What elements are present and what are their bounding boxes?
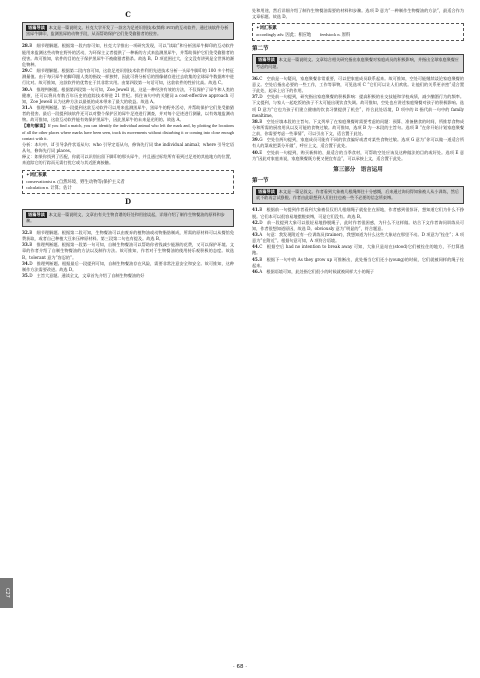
answer-text: C 空前是一句疑问，家庭聚餐非常重要，可以把家庭成员联系起来。故可推知，空处可能继续谈论家庭聚餐的意义。空处后指出必要的一些工作，工作等事物，可见选项 C “它们可以让人们欢欣。让他们的关系更亲密”适合置于此处，起承上启下的作用。	[252, 75, 464, 94]
answer-text: G 空处位两句提到，家庭成员可能有不同的饮食偏好或者对某些食物过敏。选项 G 意为“你可以做一道适合所有人的菜或把菜分开做”，呼应上文，适合置于此处。	[252, 137, 464, 149]
answer-list	[22, 43, 234, 123]
answer-text: B 根据下一句中的 As they grow up 可推断出，此处指当它们还小(young)的时候，它们就被同样的绳子拴起来。	[252, 256, 464, 268]
answer-item	[252, 119, 464, 137]
question-number: 37.	[252, 94, 260, 100]
answer-text: D 推理判断题。根据最后一段提到可知，自制生物餐油存在风险，需要非常注意安全和安全。故可推知，这种制作方法需要改进。故选 D。	[22, 260, 234, 272]
question-number: 42.	[252, 219, 260, 225]
answer-item	[22, 105, 234, 123]
answer-text: B 细节理解题。根据第二段可知，生物餐油可以由废弃的植物油或动物脂肪制成，所需的原材料可以从餐馆免费获取，或者自己种植大豆来压榨原材料。第三段第二句也有提及。故选 B。	[22, 230, 234, 242]
question-number: 33.	[22, 242, 30, 248]
answer-item	[252, 269, 464, 275]
left-column	[22, 8, 234, 279]
answer-text: B 根据前一句提到作者看到大象被仅仅用几根细绳子就拴住在原地，作者感到很惊讶，想知道它们为什么不挣脱。它们本可以很容易地摆脱束缚，可是它们没有。故选 B。	[252, 207, 464, 219]
vocabulary-line: accordingly adv. 因此；相应地 feedstock n. 原料	[256, 32, 351, 38]
question-number: 39.	[252, 137, 260, 143]
answer-item	[252, 232, 464, 244]
answer-list	[22, 230, 234, 279]
answer-item	[252, 8, 464, 20]
vocabulary-box	[252, 23, 464, 41]
answer-item	[252, 207, 464, 219]
vocabulary-title: ✦ 词汇积累	[26, 173, 230, 179]
section-one-heading: 第一节	[252, 177, 269, 184]
reading-guide-d	[22, 209, 234, 227]
question-number: 38.	[252, 118, 260, 124]
reading-guide-cloze	[252, 186, 464, 204]
long-sentence-label: 【难句解读】	[22, 123, 48, 129]
answer-text: A 根据语境可知，此处指它们很小的时候就被同样大小的绳子	[259, 268, 375, 274]
section-two-heading: 第二节	[252, 46, 269, 53]
guide-tag: 语篇导读	[28, 25, 45, 30]
question-number: 40.	[252, 149, 260, 155]
question-number: 45.	[252, 256, 260, 262]
answer-text: E 空处前一句提到，购买新鲜的、最适合的当季食材，可帮助空处应该及这种做法的目的或好处。选项 E 意为“因此对家庭来说，家庭聚餐既方便又便宜有益”，可以承接上文，适合置于此处。	[252, 149, 464, 161]
long-sentence	[22, 123, 234, 141]
answer-item	[252, 76, 464, 94]
question-number: 46.	[252, 268, 260, 274]
answer-text: A 推理判断题。第一段提到这款互动软件可以用来监测黑犀牛，黑犀牛的野外活动，并帮助保护它们免受偷猎者的侵害。最后一段提到该软件还可以对整个保护区的犀牛足迹进行测查，并对每个足迹进行测量，以有效地监测动物。故可推知，这款互动软件能有效保护黑犀牛，因此黑犀牛的未来是光明的。故选 A。	[22, 105, 234, 123]
answer-item	[22, 43, 234, 68]
side-tab: C27	[0, 578, 13, 608]
answer-item	[252, 257, 464, 269]
guide-text: 本文是一篇说明文，文章由有关生物食谱的好处和用途谈起，详细介绍了制作生物餐油的原料和步骤。	[26, 211, 225, 223]
question-number: 30.	[22, 86, 30, 92]
answer-item	[22, 68, 234, 86]
guide-tag: 语篇导读	[258, 57, 275, 63]
answer-text: A 推理判断题。根据第四段第一句可知，Zoe Jewell 说，这是一种经济有效的方法，不仅保护了犀牛和人类的健康，还可以将具有数百年历史的追踪技术带进 21 世纪。抓住该句中的关键词 a cost-effective approach 可知，Zoe Jewell 认为这种方法以最低的成本带来了最大的收益。故选 A。	[22, 86, 234, 104]
translation: 释义：如果你找到了匹配，你就可以识别出留下脚印的那头犀牛，并且通过标绘所有看到过足迹的其他地方的位置，来追踪它的行踪而无需打扰它或与其近距离接触。	[22, 154, 234, 166]
answer-item	[22, 230, 234, 242]
right-column	[252, 8, 464, 275]
part-three-heading: 第三部分 语言运用	[333, 166, 383, 173]
question-number: 41.	[252, 207, 260, 213]
vocabulary-line: calculation n. 计算；估计	[26, 184, 72, 190]
answer-item	[252, 137, 464, 149]
answer-list	[252, 8, 464, 20]
answer-item	[252, 244, 464, 256]
passage-c-heading: C	[125, 10, 131, 19]
answer-text: B 细节理解题。根据第一段内容可知，杜克大学推出一项研究发现，可以“读取”和分析黑犀牛脚印的互动软件能用来监测这些动物在野外的活动，为环保主义者提供了一种新的方式来监测黑犀牛，并帮助保护它们免受偷猎者的侵害。故可推知，软件的目的在于保护黑犀牛不被偷猎者猎杀。故选 B。D 项范围过大，全文没有讲到是全世界的濒危物种。	[22, 43, 234, 67]
answer-text: C 细节理解题。根据第二段内容可知，这款足迹识别技术软件利用先进技术分析一头犀牛脚印的 100 多个特征测量值。由于每只犀牛的脚印跟人类的指纹一样独特，因此可将分析后的图像储存进过去收集的全球犀牛数据库中进行比对。故可推知，这款软件的优势在于其非常实用。由第四段第一句话可知，这款软件的性价比高。故选 C。	[22, 68, 234, 86]
answer-text: B 推理判断题。根据第一段第一句可知，自制生物餐油可以帮助你省钱减少能源的花费，又可以保护环境。文章的作者介绍了自制生物餐油的方法以及制作方法。故可推知，作者对于生物餐油的使用持乐观积极的态度。故选 B。tolerant 意为“容忍的”。	[22, 242, 234, 260]
vocabulary-box	[22, 170, 234, 194]
answer-text: B 空处应填本段的主旨句。下文列举了在家庭聚餐时需要考虑的问题：预算、准备膳食的时间，所推荐食物成分和所需的厨房用具以及可能的食物过敏。故可推知，选项 B 为一本段的主旨句。选项 B “在你开始计划家庭聚餐之前，你需要考虑一些事情”，可以引出下文，适合置于此处。	[252, 118, 464, 137]
question-number: 34.	[22, 260, 30, 266]
answer-item	[252, 94, 464, 119]
question-number: 43.	[252, 232, 260, 237]
vocabulary-title: ✦ 词汇积累	[256, 26, 460, 32]
answer-text: D 前一段提到大象可以很轻易地挣脱绳子，此时作者很困惑，为什么不这样做。结合下文作者询问训练员可知，作者很想知道原因，故选 D。obviously 意为“明显的”，符合题意。	[252, 219, 464, 231]
vocabulary-line: conservationist n. (自然环境、野生动物等)保护主义者	[26, 178, 125, 184]
question-number: 44.	[252, 244, 260, 250]
answer-item	[22, 261, 234, 273]
analysis: 分析：本句中，if 引导条件状语从句；who 引导定语从句，修饰先行词 the individual animal；where 引导定语从句，修饰先行词 places。	[22, 141, 234, 154]
answer-text: D 空处前一句提到，研究指出家庭聚餐的积极影响：提高积极的社交技能和学校成绩，减少酗酒行为的频率。下文提到，与家人一起吃饭的孩子不太可能出现饮食失调。故可推知，空处也应讲述家庭聚餐对孩子的积极影响。选项 D 意为“它也为孩子们建立健康的饮食习惯提供了机会”，符合此处语境，D 项中的 it 指代前一句中的 family mealtime。	[252, 94, 464, 118]
guide-tag: 语篇导读	[28, 211, 45, 217]
answer-text: 处和用途，然后详细介绍了制作生物餐油需要的材料和步骤。选项 D 意为“一种制作生物餐油的方法”，最适合作为文章标题。故选 D。	[252, 8, 464, 20]
answer-text: C 根据空后 had no intention to break away 可知，大象只是站在(stood)它们被拴住的地方，不打算逃跑。	[252, 244, 464, 256]
reading-guide-c	[22, 22, 234, 40]
reading-guide-section-two	[252, 54, 464, 72]
guide-tag: 语篇导读	[258, 188, 275, 194]
long-sentence-english: If you find a match, you can identify the individual animal who left the mark and, by plotting the locations of all the other places where marks have been seen, track its movements without disturbing it or coming into close enough contact with it.	[22, 123, 235, 141]
question-number: 32.	[22, 230, 30, 235]
answer-list	[252, 76, 464, 162]
answer-text: A 句意：我发现附近有一位训练员(trainer)，我想知道为什么这些大象站在那里不动。D 项意为“拴住”；A 项意为“在附近”。根据句意可知，A 项符合语境。	[252, 232, 464, 244]
guide-text: 本文是一篇说明文。杜克大学开发了一款名为足迹识别技术(简称 FIT)的互动软件，通过该软件分析黑犀牛脚印，监测黑犀的动物手段，从而帮助保护它们免受偷猎者的侵害。	[26, 25, 229, 37]
answer-item	[22, 273, 234, 279]
question-number: 28.	[22, 43, 30, 49]
answer-item	[252, 150, 464, 162]
answer-item	[22, 87, 234, 105]
answer-item	[252, 220, 464, 232]
answer-text: D 主旨大意题。通读全文，文章首先介绍了自制生物餐油的好	[29, 273, 145, 279]
page-number: · 68 ·	[233, 664, 247, 670]
question-number: 35.	[22, 273, 30, 279]
answer-list	[252, 207, 464, 275]
guide-text: 本文是一篇说明文。文章综合相关研究指出家庭聚餐对家庭成员的积极影响，并指出全球家庭聚餐应考虑的问题。	[256, 57, 459, 69]
answer-item	[22, 242, 234, 260]
question-number: 31.	[22, 105, 30, 110]
question-number: 36.	[252, 75, 260, 81]
passage-d-heading: D	[124, 196, 132, 206]
guide-text: 本文是一篇记叙文。作者看到大象被几根绳绑住十分感慨，后来通过询问得知象被人从小训练，然后就不敢再尝试挣脱。作者由此联想到人们往往也被一些不必要的信念所束缚。	[256, 188, 459, 201]
question-number: 29.	[22, 68, 30, 74]
